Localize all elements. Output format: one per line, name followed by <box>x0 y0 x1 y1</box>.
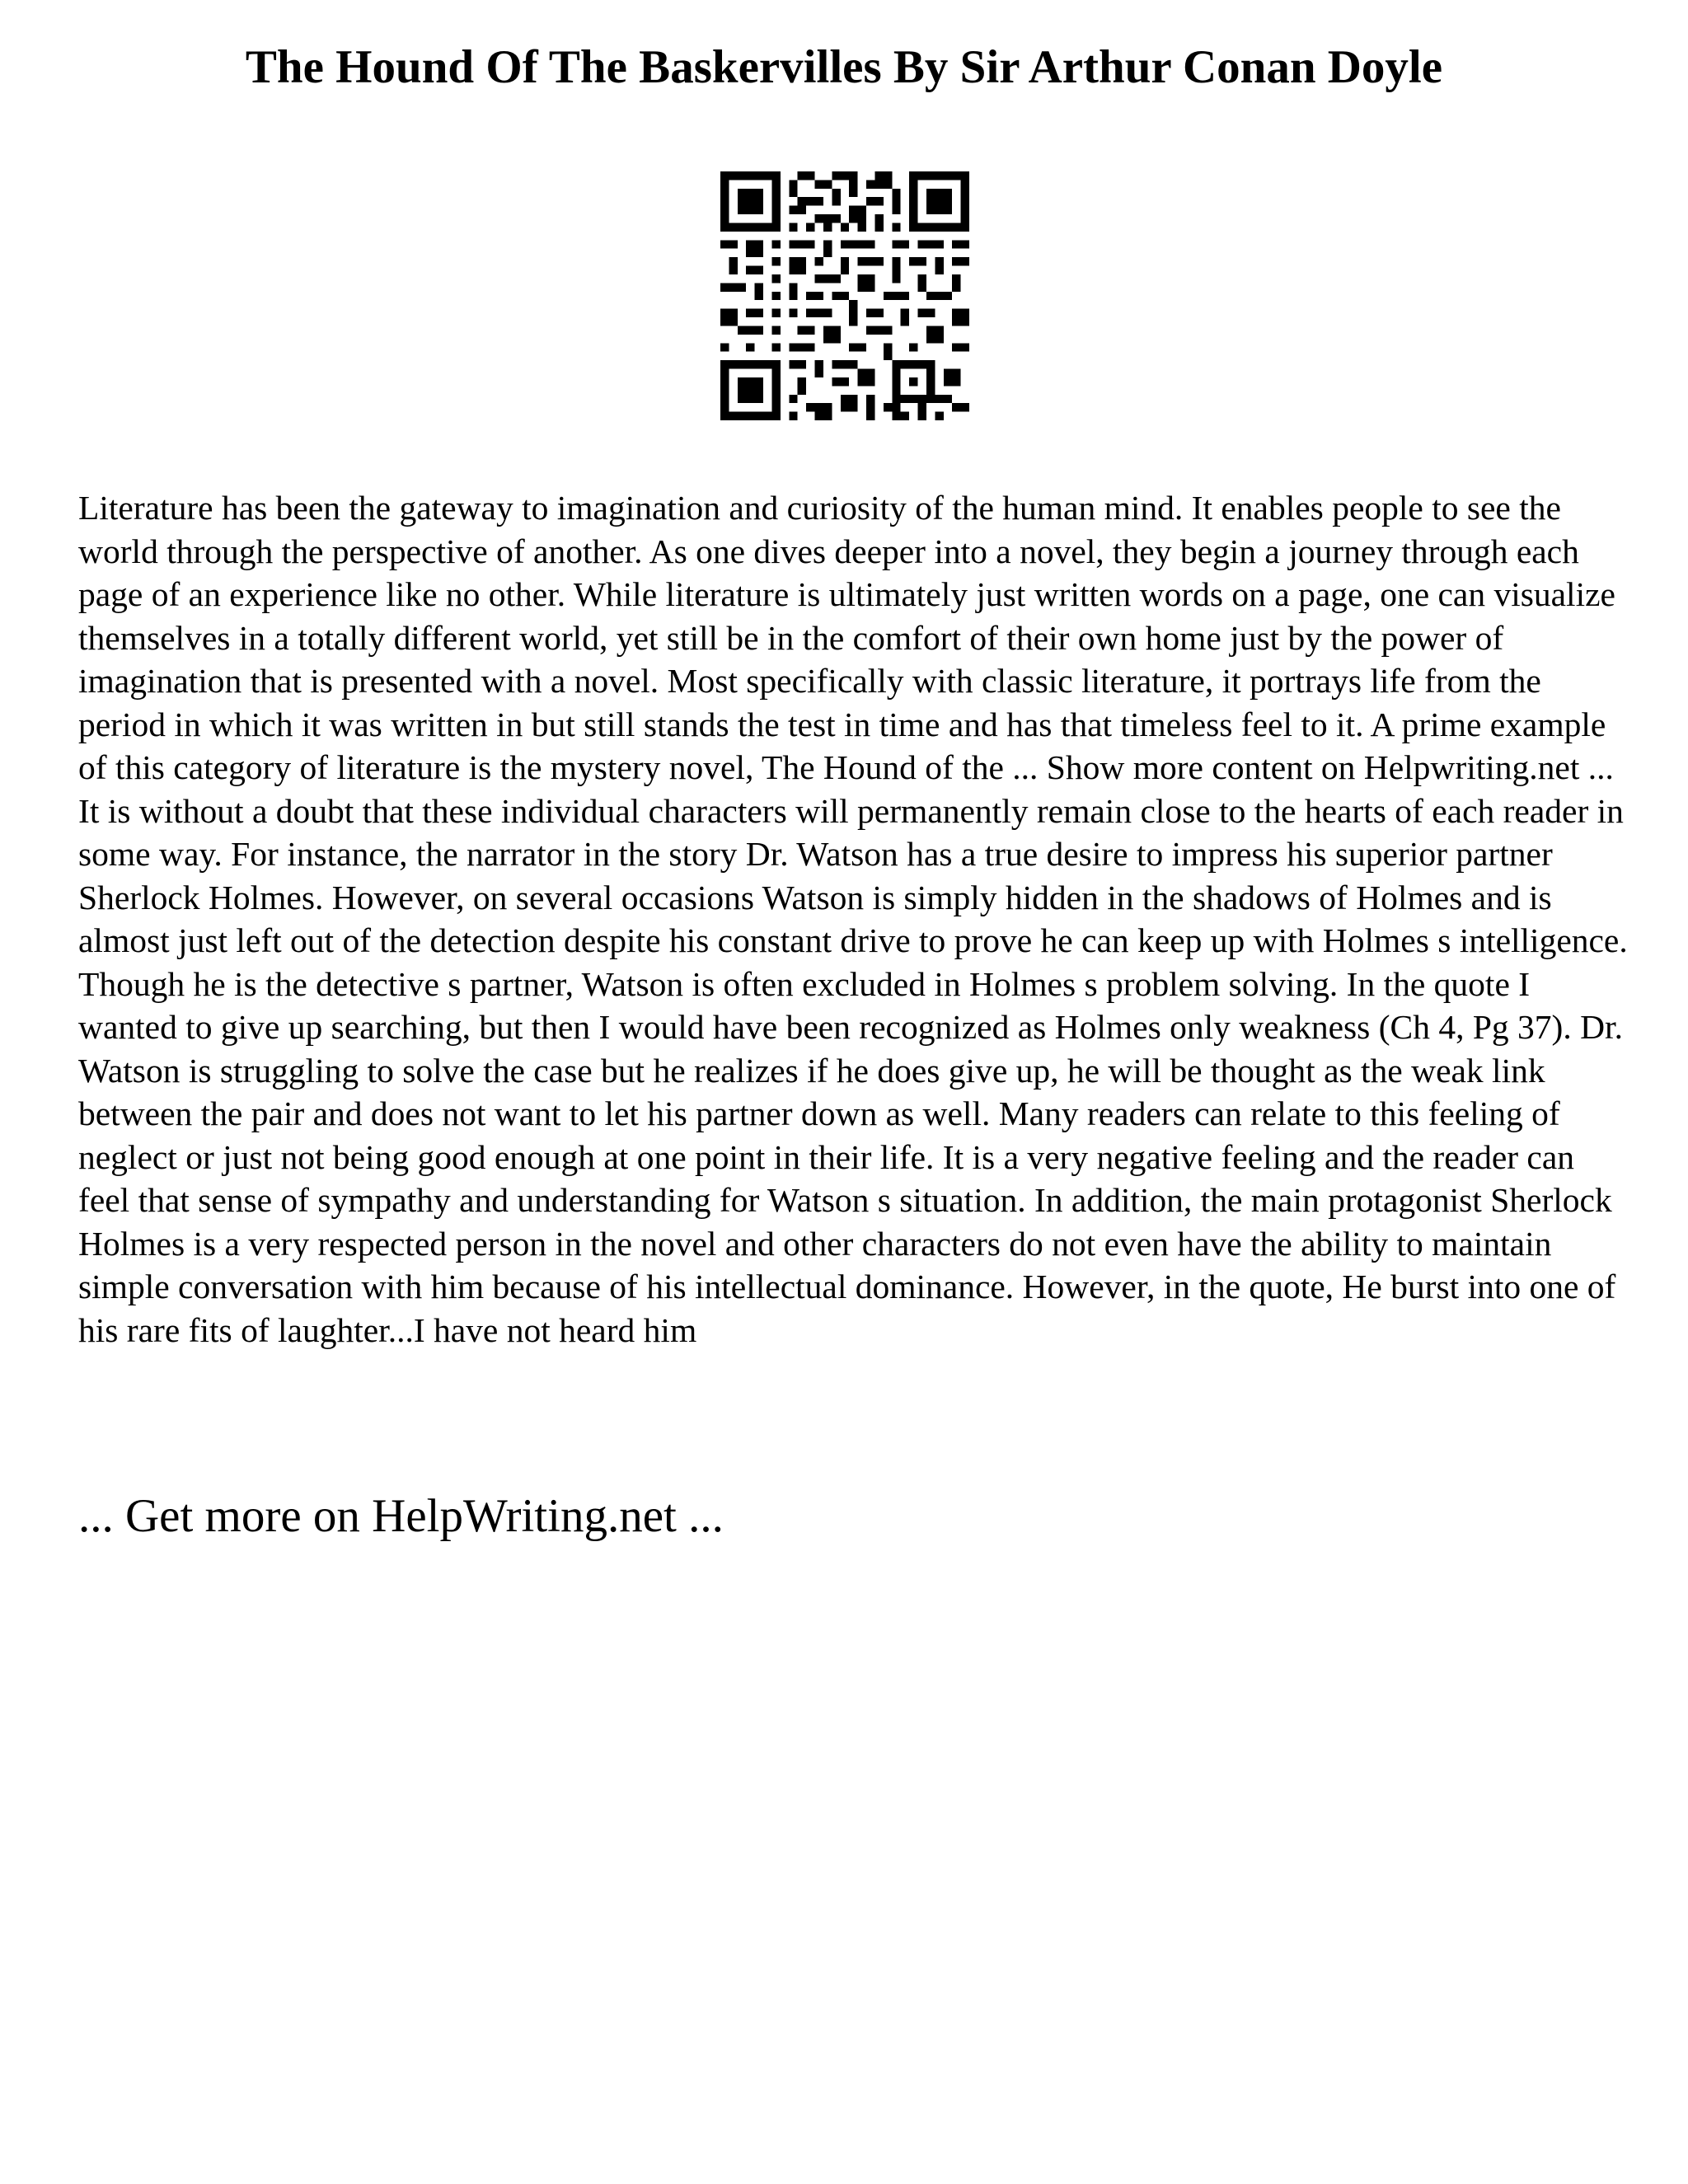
get-more-link[interactable]: ... Get more on HelpWriting.net ... <box>78 1490 724 1542</box>
document-title: The Hound Of The Baskervilles By Sir Arthur Conan Doyle <box>245 41 1443 93</box>
paragraph: Literature has been the gateway to imagination and curiosity of the human mind. It enables people to see the world through the perspective of another. As one dives deeper into a novel, they begin a journey through each page of an experience like no other. While literature is ultimately just written words on a page, one can visualize themselves in a totally different world, yet still be in the comfort of their own home just by the power of imagination that is presented with a novel. Most specifically with classic literature, it portrays life from the period in which it was written in but still stands the test in time and has that timeless feel to it. A prime example of this category of literature is the mystery novel, The Hound of the ... Show more content on Helpwriting.net ... <box>78 489 1615 786</box>
paragraph: It is without a doubt that these individual characters will permanently remain close to the hearts of each reader in some way. For instance, the narrator in the story Dr. Watson has a true desire to impress his superior partner Sherlock Holmes. However, on several occasions Watson is simply hidden in the shadows of Holmes and is almost just left out of the detection despite his constant drive to prove he can keep up with Holmes s intelligence. Though he is the detective s partner, Watson is often excluded in Holmes s problem solving. In the quote I wanted to give up searching, but then I would have been recognized as Holmes only weakness (Ch 4, Pg 37). Dr. Watson is struggling to solve the case but he realizes if he does give up, he will be thought as the weak link between the pair and does not want to let his partner down as well. Many readers can relate to this feeling of neglect or just not being good enough at one point in their life. It is a very negative feeling and the reader can feel that sense of sympathy and understanding for Watson s situation. In addition, the main protagonist Sherlock Holmes is a very respected person in the novel and other characters do not even have the ability to maintain simple conversation with him because of his intellectual dominance. However, in the quote, He burst into one of his rare fits of laughter...I have not heard him <box>78 791 1628 1349</box>
document-body <box>78 486 1628 1352</box>
qr-code-icon <box>720 171 969 420</box>
